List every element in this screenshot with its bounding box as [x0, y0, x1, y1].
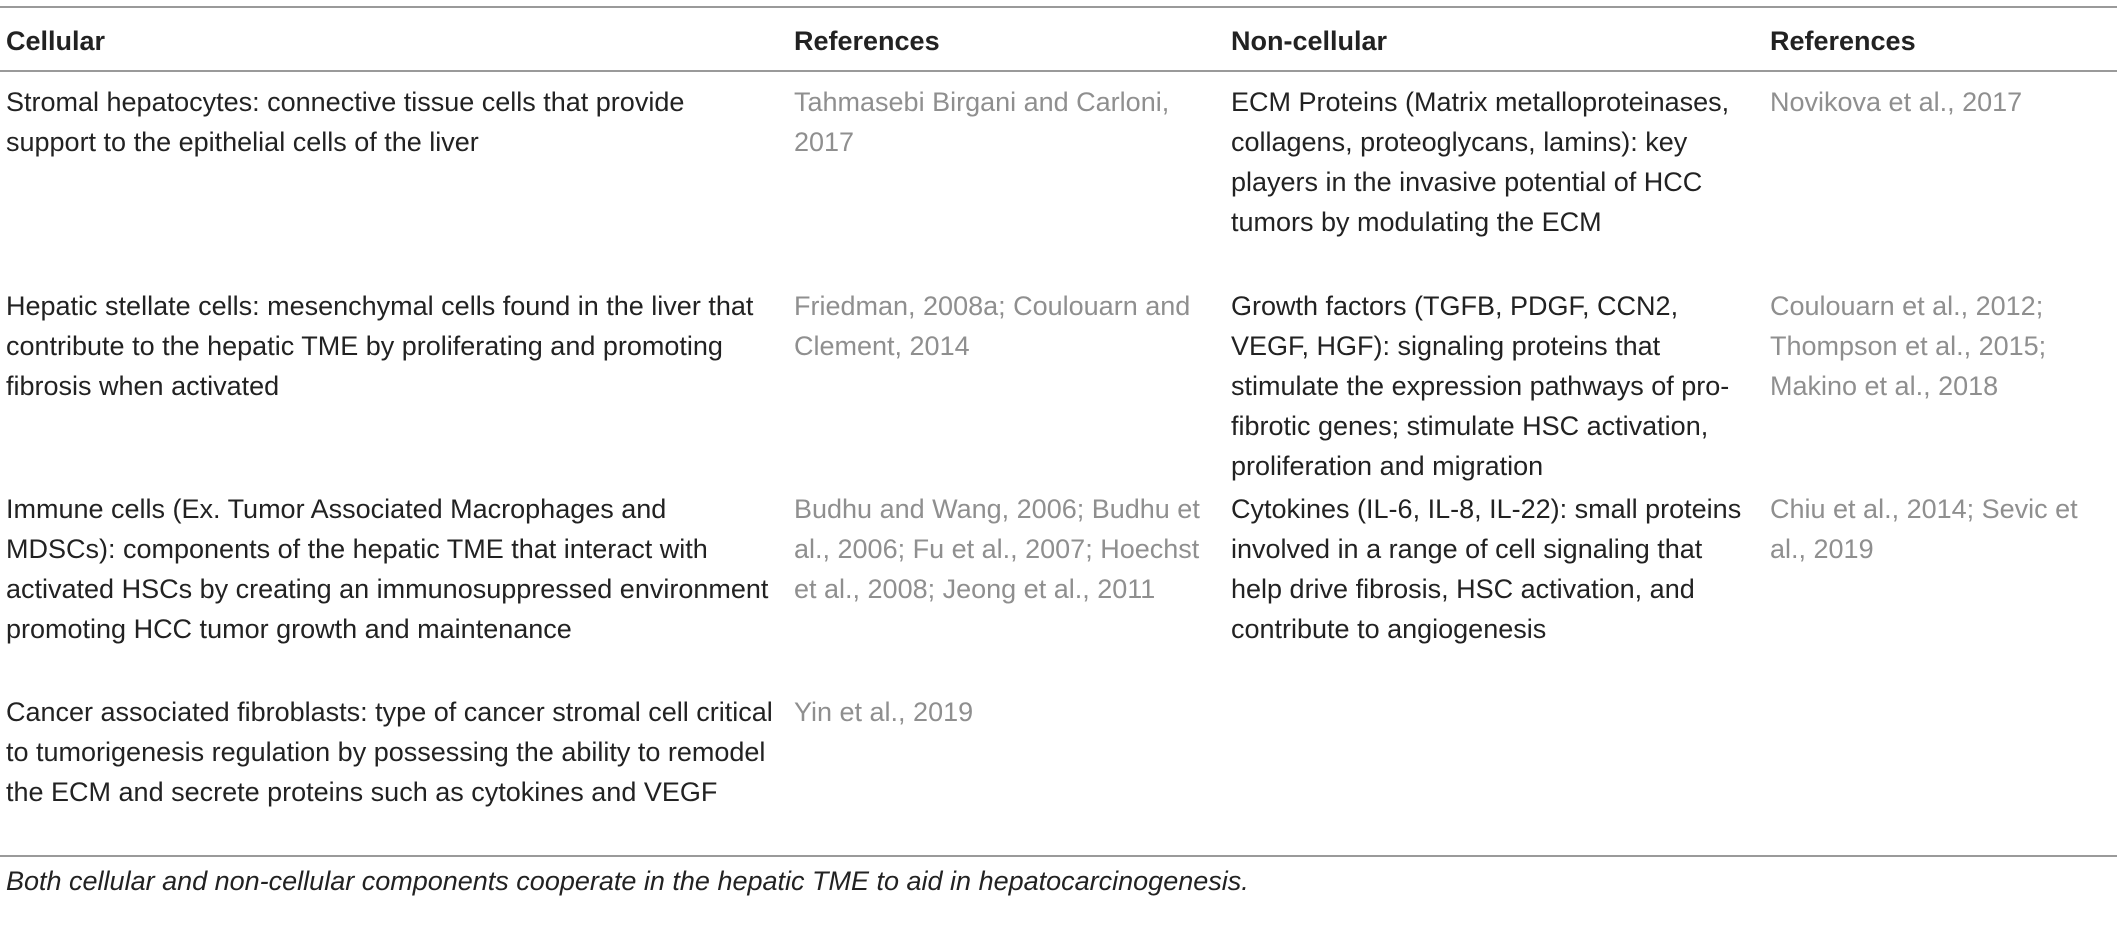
- non-cellular-references-cell: Chiu et al., 2014; Sevic et al., 2019: [1770, 494, 2078, 564]
- non-cellular-cell: Growth factors (TGFB, PDGF, CCN2, VEGF, HGF): signaling proteins that stimulate the expression pathways of pro-fibrotic genes; stimulate HSC activation, proliferation and migration: [1231, 291, 1730, 481]
- cellular-cell: Hepatic stellate cells: mesenchymal cells found in the liver that contribute to the hepatic TME by proliferating and promoting fibrosis when activated: [6, 291, 754, 401]
- table-row: [0, 682, 2117, 855]
- table-row: [0, 479, 2117, 682]
- header-cellular-references: References: [794, 26, 940, 56]
- table-row: [0, 72, 2117, 276]
- cellular-cell: Cancer associated fibroblasts: type of cancer stromal cell critical to tumorigenesis regulation by possessing the ability to remodel the ECM and secrete proteins such as cytokines and VEGF: [6, 697, 773, 807]
- cellular-references-cell: Tahmasebi Birgani and Carloni, 2017: [794, 87, 1170, 157]
- header-cellular: Cellular: [6, 26, 106, 56]
- cellular-cell: Immune cells (Ex. Tumor Associated Macrophages and MDSCs): components of the hepatic TME that interact with activated HSCs by creating an immunosuppressed environment promoting HCC tumor growth and maintenance: [6, 494, 769, 644]
- components-table: [0, 6, 2117, 901]
- cellular-references-cell: Friedman, 2008a; Coulouarn and Clement, 2014: [794, 291, 1191, 361]
- cellular-references-cell: Yin et al., 2019: [794, 697, 974, 727]
- table-row: [0, 276, 2117, 479]
- header-non-cellular: Non-cellular: [1231, 26, 1388, 56]
- cellular-cell: Stromal hepatocytes: connective tissue cells that provide support to the epithelial cells of the liver: [6, 87, 685, 157]
- table-header-row: [0, 8, 2117, 70]
- table-footnote: Both cellular and non-cellular components cooperate in the hepatic TME to aid in hepatocarcinogenesis.: [6, 866, 1249, 896]
- header-non-cellular-references: References: [1770, 26, 1916, 56]
- non-cellular-references-cell: Coulouarn et al., 2012; Thompson et al., 2015; Makino et al., 2018: [1770, 291, 2047, 401]
- cellular-references-cell: Budhu and Wang, 2006; Budhu et al., 2006; Fu et al., 2007; Hoechst et al., 2008; Jeong et al., 2011: [794, 494, 1200, 604]
- non-cellular-cell: Cytokines (IL-6, IL-8, IL-22): small proteins involved in a range of cell signaling that help drive fibrosis, HSC activation, and contribute to angiogenesis: [1231, 494, 1742, 644]
- non-cellular-references-cell: Novikova et al., 2017: [1770, 87, 2023, 117]
- non-cellular-cell: [1225, 682, 1764, 855]
- non-cellular-references-cell: [1764, 682, 2117, 855]
- non-cellular-cell: ECM Proteins (Matrix metalloproteinases, collagens, proteoglycans, lamins): key players in the invasive potential of HCC tumors by modulating the ECM: [1231, 87, 1730, 237]
